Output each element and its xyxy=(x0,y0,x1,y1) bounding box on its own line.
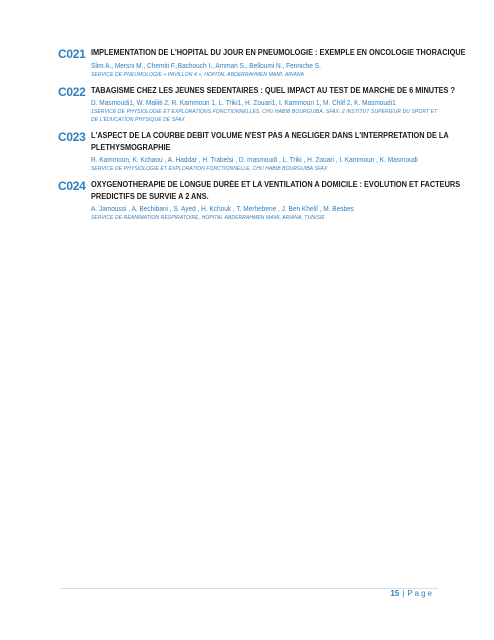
abstract-affiliation: SERVICE DE REANIMATION RESPIRATOIRE, HOPITAL ABDERRAHMEN MAMI, ARIANA, TUNISIE xyxy=(91,215,325,221)
abstract-authors: Slim A., Mersni M., Chemiti F.,Bachouch I., Ammari S., Belloumi N., Fenniche S. xyxy=(91,60,321,70)
abstract-code: C021 xyxy=(58,47,86,61)
abstract-title: TABAGISME CHEZ LES JEUNES SEDENTAIRES : QUEL IMPACT AU TEST DE MARCHE DE 6 MINUTES ? xyxy=(91,85,455,95)
page-footer xyxy=(390,589,434,598)
abstract-code: C022 xyxy=(58,84,86,99)
abstract-c021 xyxy=(58,47,466,79)
page-number: 15 xyxy=(390,589,400,598)
abstract-list xyxy=(58,47,466,228)
abstract-affiliation: SERVICE DE PHYSIOLOGIE ET EXPLORATION FONCTIONNELLE, CHU HABIB BOURGUIBA SFAX xyxy=(91,166,328,172)
abstract-affiliation: 1SERVICE DE PHYSIOLOGIE ET EXPLORATIONS FONCTIONNELLES. CHU HABIB BOURGUIBA, SFAX. 2 INSTITUT SUPÉRIEUR DU SPORT ET DE L'ÉDUCATION PHYSIQUE DE SFAX xyxy=(91,109,438,123)
abstract-title: OXYGENOTHERAPIE DE LONGUE DURÉE ET LA VENTILATION A DOMICILE : EVOLUTION ET FACTEURS PREDICTIFS DE SURVIE A 2 ANS. xyxy=(91,180,461,201)
abstract-c022 xyxy=(58,84,455,125)
abstract-authors: A. Jamoussi , A. Bechibani , S. Ayed , H. Kchouk , T. Merhebene , J. Ben Khelil , M. Besbes xyxy=(91,204,354,213)
abstract-authors: D. Masmoudi1, W. Maliiti 2, R. Kammoun 1, L. Triki1, H. Zouari1, I. Kammoun 1, M. Chlif 2, K. Masmoudi1 xyxy=(91,98,396,107)
footer-separator: | xyxy=(402,589,405,598)
abstract-code: C024 xyxy=(58,179,86,193)
abstract-code: C023 xyxy=(58,130,86,144)
abstract-title: IMPLEMENTATION DE L'HOPITAL DU JOUR EN PNEUMOLOGIE : EXEMPLE EN ONCOLOGIE THORACIQUE xyxy=(91,48,466,57)
page-label: Page xyxy=(407,589,434,598)
abstract-authors: R. Kammoun, K. Kchaou , A. Haddar , H. Trabelsi , D. masmoudi , L. Triki , H. Zouari , I. Kammoun , K. Masmoudi xyxy=(91,155,418,164)
abstract-title: L'ASPECT DE LA COURBE DEBIT VOLUME N'EST PAS A NEGLIGER DANS L'INTERPRETATION DE LA PLETHYSMOGRAPHIE xyxy=(91,131,449,152)
abstract-c024 xyxy=(58,179,461,222)
abstract-affiliation: SERVICE DE PNEUMOLOGIE « PAVILLON 4 », HOPITAL ABDERRAHMEN MAMI. ARIANA xyxy=(91,71,305,78)
abstract-c023 xyxy=(58,130,449,173)
footer-divider xyxy=(60,588,438,589)
